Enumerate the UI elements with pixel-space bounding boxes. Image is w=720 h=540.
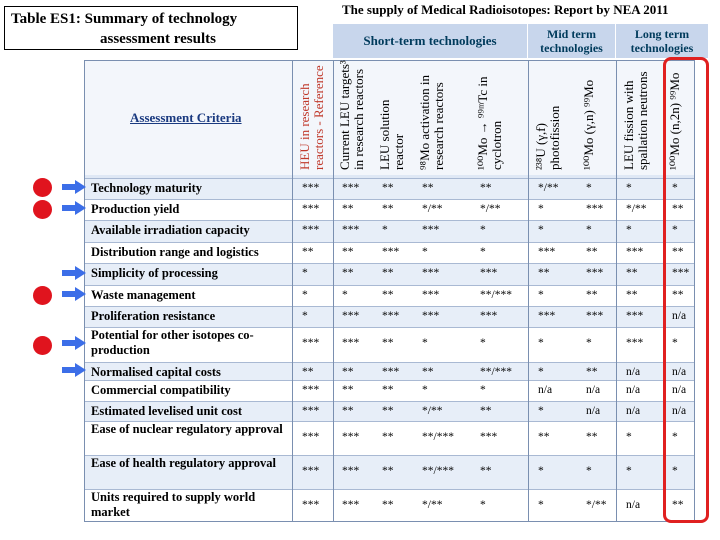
- rating-cell: *: [538, 289, 544, 301]
- rating-cell: n/a: [672, 310, 687, 322]
- rating-cell: ***: [342, 310, 360, 322]
- column-header: [474, 62, 502, 174]
- table-row: [85, 380, 694, 401]
- group-long-term: [616, 24, 708, 58]
- criteria-label: Proliferation resistance: [91, 309, 216, 323]
- rating-cell: *: [672, 431, 678, 443]
- rating-cell: ***: [302, 431, 320, 443]
- rating-cell: ***: [480, 431, 498, 443]
- criteria-label: Distribution range and logistics: [91, 245, 259, 259]
- criteria-header: Assessment Criteria: [130, 110, 242, 125]
- red-bullet-icon: [33, 286, 52, 305]
- rating-cell: ***: [302, 384, 320, 396]
- group-long-term-line2: technologies: [630, 41, 694, 55]
- criteria-label: Normalised capital costs: [91, 365, 221, 379]
- rating-cell: ***: [342, 465, 360, 477]
- rating-cell: **: [586, 289, 598, 301]
- rating-cell: **: [342, 203, 354, 215]
- rating-cell: */**: [586, 499, 607, 511]
- rating-cell: ***: [342, 337, 360, 349]
- arrow-right-icon: [62, 180, 88, 194]
- red-bullet-icon: [33, 336, 52, 355]
- column-header: [296, 62, 324, 174]
- rating-cell: **: [342, 384, 354, 396]
- rating-cell: **: [480, 182, 492, 194]
- row-divider: [85, 242, 694, 243]
- criteria-label: Estimated levelised unit cost: [91, 404, 243, 418]
- table-row: [85, 455, 694, 489]
- rating-cell: ***: [302, 337, 320, 349]
- column-header: [532, 62, 560, 174]
- row-divider: [85, 421, 694, 422]
- rating-cell: ***: [586, 267, 604, 279]
- column-header-line1: LEU solution: [377, 99, 392, 170]
- rating-cell: **: [538, 431, 550, 443]
- rating-cell: */**: [422, 405, 443, 417]
- rating-cell: ***: [538, 246, 556, 258]
- criteria-label: Waste management: [91, 288, 196, 302]
- row-divider: [85, 362, 694, 363]
- red-bullet-icon: [33, 200, 52, 219]
- table-row: [85, 421, 694, 455]
- rating-cell: ***: [422, 224, 440, 236]
- rating-cell: *: [480, 337, 486, 349]
- column-header-line1: Current LEU targets³: [337, 60, 352, 170]
- criteria-label: Available irradiation capacity: [91, 223, 250, 237]
- rating-cell: *: [302, 310, 308, 322]
- rating-cell: n/a: [538, 384, 553, 396]
- rating-cell: n/a: [586, 405, 601, 417]
- arrow-right-icon: [62, 336, 88, 350]
- column-header: [416, 62, 444, 174]
- table-row: [85, 220, 694, 242]
- rating-cell: **: [382, 499, 394, 511]
- column-header-line2: in research reactors: [351, 68, 366, 170]
- column-header-line2: photofission: [547, 105, 562, 170]
- rating-cell: *: [586, 182, 592, 194]
- rating-cell: **: [382, 384, 394, 396]
- rating-cell: **: [382, 337, 394, 349]
- source-caption: The supply of Medical Radioisotopes: Report by NEA 2011: [342, 2, 669, 17]
- column-header-line1: HEU in research: [297, 83, 312, 170]
- rating-cell: n/a: [626, 366, 641, 378]
- rating-cell: *: [672, 465, 678, 477]
- rating-cell: *: [538, 499, 544, 511]
- rating-cell: ***: [302, 465, 320, 477]
- column-header: [376, 62, 404, 174]
- rating-cell: ***: [480, 310, 498, 322]
- rating-cell: */**: [538, 182, 559, 194]
- rating-cell: **/***: [480, 366, 512, 378]
- table-row: [85, 401, 694, 421]
- rating-cell: **: [672, 499, 684, 511]
- row-divider: [85, 327, 694, 328]
- rating-cell: **: [342, 405, 354, 417]
- red-bullet-icon: [33, 178, 52, 197]
- column-header-line1: ⁹⁸Mo activation in: [417, 75, 432, 170]
- criteria-label: Simplicity of processing: [91, 266, 218, 280]
- rating-cell: *: [342, 289, 348, 301]
- rating-cell: *: [586, 337, 592, 349]
- rating-cell: ***: [586, 203, 604, 215]
- rating-cell: */**: [480, 203, 501, 215]
- rating-cell: **: [586, 366, 598, 378]
- group-mid-term-line2: technologies: [540, 41, 603, 55]
- rating-cell: **: [672, 203, 684, 215]
- rating-cell: **: [342, 246, 354, 258]
- table-row: [85, 362, 694, 380]
- criteria-label: Ease of health regulatory approval: [91, 456, 276, 470]
- rating-cell: ***: [302, 499, 320, 511]
- rating-cell: ***: [342, 499, 360, 511]
- column-header-line1: LEU fission with: [621, 80, 636, 170]
- column-header-line1: ¹⁰⁰Mo → ⁹⁹ᵐTc in: [475, 76, 490, 170]
- rating-cell: ***: [626, 246, 644, 258]
- rating-cell: *: [538, 337, 544, 349]
- column-divider: [528, 61, 529, 521]
- rating-cell: */**: [422, 203, 443, 215]
- rating-cell: *: [422, 384, 428, 396]
- table-row: [85, 263, 694, 285]
- rating-cell: n/a: [672, 366, 687, 378]
- rating-cell: n/a: [672, 405, 687, 417]
- rating-cell: *: [422, 246, 428, 258]
- rating-cell: ***: [302, 182, 320, 194]
- rating-cell: ***: [626, 337, 644, 349]
- highlight-frame: [663, 57, 709, 523]
- rating-cell: *: [586, 465, 592, 477]
- rating-cell: *: [672, 337, 678, 349]
- criteria-label: Ease of nuclear regulatory approval: [91, 422, 283, 436]
- rating-cell: n/a: [626, 384, 641, 396]
- table-row: [85, 489, 694, 521]
- column-divider: [333, 61, 334, 521]
- rating-cell: *: [626, 224, 632, 236]
- rating-cell: **: [342, 366, 354, 378]
- rating-cell: **: [382, 267, 394, 279]
- table-row: [85, 199, 694, 220]
- criteria-label: Technology maturity: [91, 181, 202, 195]
- table-row: [85, 327, 694, 362]
- column-header: [620, 62, 648, 174]
- table-row: [85, 306, 694, 327]
- table-row: [85, 285, 694, 306]
- rating-cell: n/a: [626, 499, 641, 511]
- column-header-line2: cyclotron: [489, 120, 504, 170]
- rating-cell: ***: [538, 310, 556, 322]
- rating-cell: *: [538, 366, 544, 378]
- rating-cell: *: [586, 224, 592, 236]
- rating-cell: ***: [342, 431, 360, 443]
- rating-cell: **: [626, 289, 638, 301]
- table-row: [85, 178, 694, 199]
- rating-cell: ***: [342, 224, 360, 236]
- group-long-term-line1: Long term: [634, 27, 690, 41]
- rating-cell: ***: [422, 310, 440, 322]
- arrow-right-icon: [62, 363, 88, 377]
- column-divider: [292, 61, 293, 521]
- rating-cell: ***: [422, 289, 440, 301]
- rating-cell: **/***: [422, 465, 454, 477]
- column-header-line2: reactor: [391, 133, 406, 170]
- row-divider: [85, 285, 694, 286]
- table-title-box: [4, 6, 298, 50]
- rating-cell: *: [480, 246, 486, 258]
- column-header-line1: ¹⁰⁰Mo (γ,n) ⁹⁹Mo: [581, 79, 596, 170]
- criteria-label: Commercial compatibility: [91, 383, 231, 397]
- column-header-line1: ¹⁰⁰Mo (n,2n) ⁹⁹Mo: [667, 72, 682, 170]
- row-divider: [85, 306, 694, 307]
- rating-cell: ***: [302, 203, 320, 215]
- rating-cell: **: [302, 366, 314, 378]
- rating-cell: ***: [302, 405, 320, 417]
- rating-cell: **: [422, 366, 434, 378]
- criteria-label: Potential for other isotopes co-production: [91, 328, 254, 357]
- arrow-right-icon: [62, 287, 88, 301]
- rating-cell: ***: [586, 310, 604, 322]
- rating-cell: *: [480, 384, 486, 396]
- rating-cell: n/a: [672, 384, 687, 396]
- column-header-line2: reactors - Reference: [311, 65, 326, 170]
- column-header-line2: spallation neutrons: [635, 71, 650, 170]
- row-divider: [85, 263, 694, 264]
- rating-cell: **: [586, 246, 598, 258]
- rating-cell: **: [480, 465, 492, 477]
- rating-cell: *: [480, 224, 486, 236]
- rating-cell: **: [342, 267, 354, 279]
- row-divider: [85, 489, 694, 490]
- rating-cell: **/***: [422, 431, 454, 443]
- rating-cell: *: [302, 289, 308, 301]
- group-mid-term: [528, 24, 615, 58]
- table-title-line2: assessment results: [100, 31, 216, 47]
- group-short-term: Short-term technologies: [333, 24, 527, 58]
- rating-cell: **: [672, 246, 684, 258]
- rating-cell: ***: [480, 267, 498, 279]
- group-mid-term-line1: Mid term: [547, 27, 596, 41]
- criteria-label: Units required to supply world market: [91, 490, 256, 519]
- rating-cell: ***: [302, 224, 320, 236]
- row-divider: [85, 401, 694, 402]
- rating-cell: ***: [342, 182, 360, 194]
- rating-cell: *: [672, 224, 678, 236]
- rating-cell: *: [422, 337, 428, 349]
- rating-cell: *: [382, 224, 388, 236]
- rating-cell: n/a: [626, 405, 641, 417]
- column-header: [580, 62, 608, 174]
- rating-cell: *: [626, 182, 632, 194]
- rating-cell: *: [480, 499, 486, 511]
- rating-cell: **: [382, 405, 394, 417]
- rating-cell: *: [626, 431, 632, 443]
- column-divider: [616, 61, 617, 521]
- row-divider: [85, 455, 694, 456]
- column-header: [336, 62, 364, 174]
- rating-cell: *: [538, 405, 544, 417]
- rating-cell: **: [422, 182, 434, 194]
- row-divider: [85, 220, 694, 221]
- rating-cell: **: [382, 182, 394, 194]
- rating-cell: *: [302, 267, 308, 279]
- rating-cell: **: [672, 289, 684, 301]
- criteria-label: Production yield: [91, 202, 180, 216]
- rating-cell: **: [382, 465, 394, 477]
- rating-cell: */**: [626, 203, 647, 215]
- rating-cell: **: [302, 246, 314, 258]
- rating-cell: **: [538, 267, 550, 279]
- row-divider: [85, 380, 694, 381]
- table-row: [85, 242, 694, 263]
- rating-cell: **: [480, 405, 492, 417]
- rating-cell: ***: [422, 267, 440, 279]
- rating-cell: **: [586, 431, 598, 443]
- column-header-line1: ²³⁸U (γ,f): [533, 123, 548, 170]
- rating-cell: **: [382, 203, 394, 215]
- row-divider: [85, 199, 694, 200]
- rating-cell: *: [538, 203, 544, 215]
- rating-cell: */**: [422, 499, 443, 511]
- column-header-line2: research reactors: [431, 82, 446, 170]
- rating-cell: *: [538, 224, 544, 236]
- rating-cell: *: [672, 182, 678, 194]
- arrow-right-icon: [62, 201, 88, 215]
- rating-cell: n/a: [586, 384, 601, 396]
- row-divider: [85, 178, 694, 179]
- rating-cell: **: [626, 267, 638, 279]
- rating-cell: *: [538, 465, 544, 477]
- rating-cell: **/***: [480, 289, 512, 301]
- rating-cell: ***: [672, 267, 690, 279]
- rating-cell: **: [382, 431, 394, 443]
- table-title-line1: Table ES1: Summary of technology: [11, 11, 238, 27]
- rating-cell: ***: [382, 310, 400, 322]
- rating-cell: ***: [382, 366, 400, 378]
- rating-cell: ***: [382, 246, 400, 258]
- rating-cell: **: [382, 289, 394, 301]
- rating-cell: ***: [626, 310, 644, 322]
- arrow-right-icon: [62, 266, 88, 280]
- rating-cell: *: [626, 465, 632, 477]
